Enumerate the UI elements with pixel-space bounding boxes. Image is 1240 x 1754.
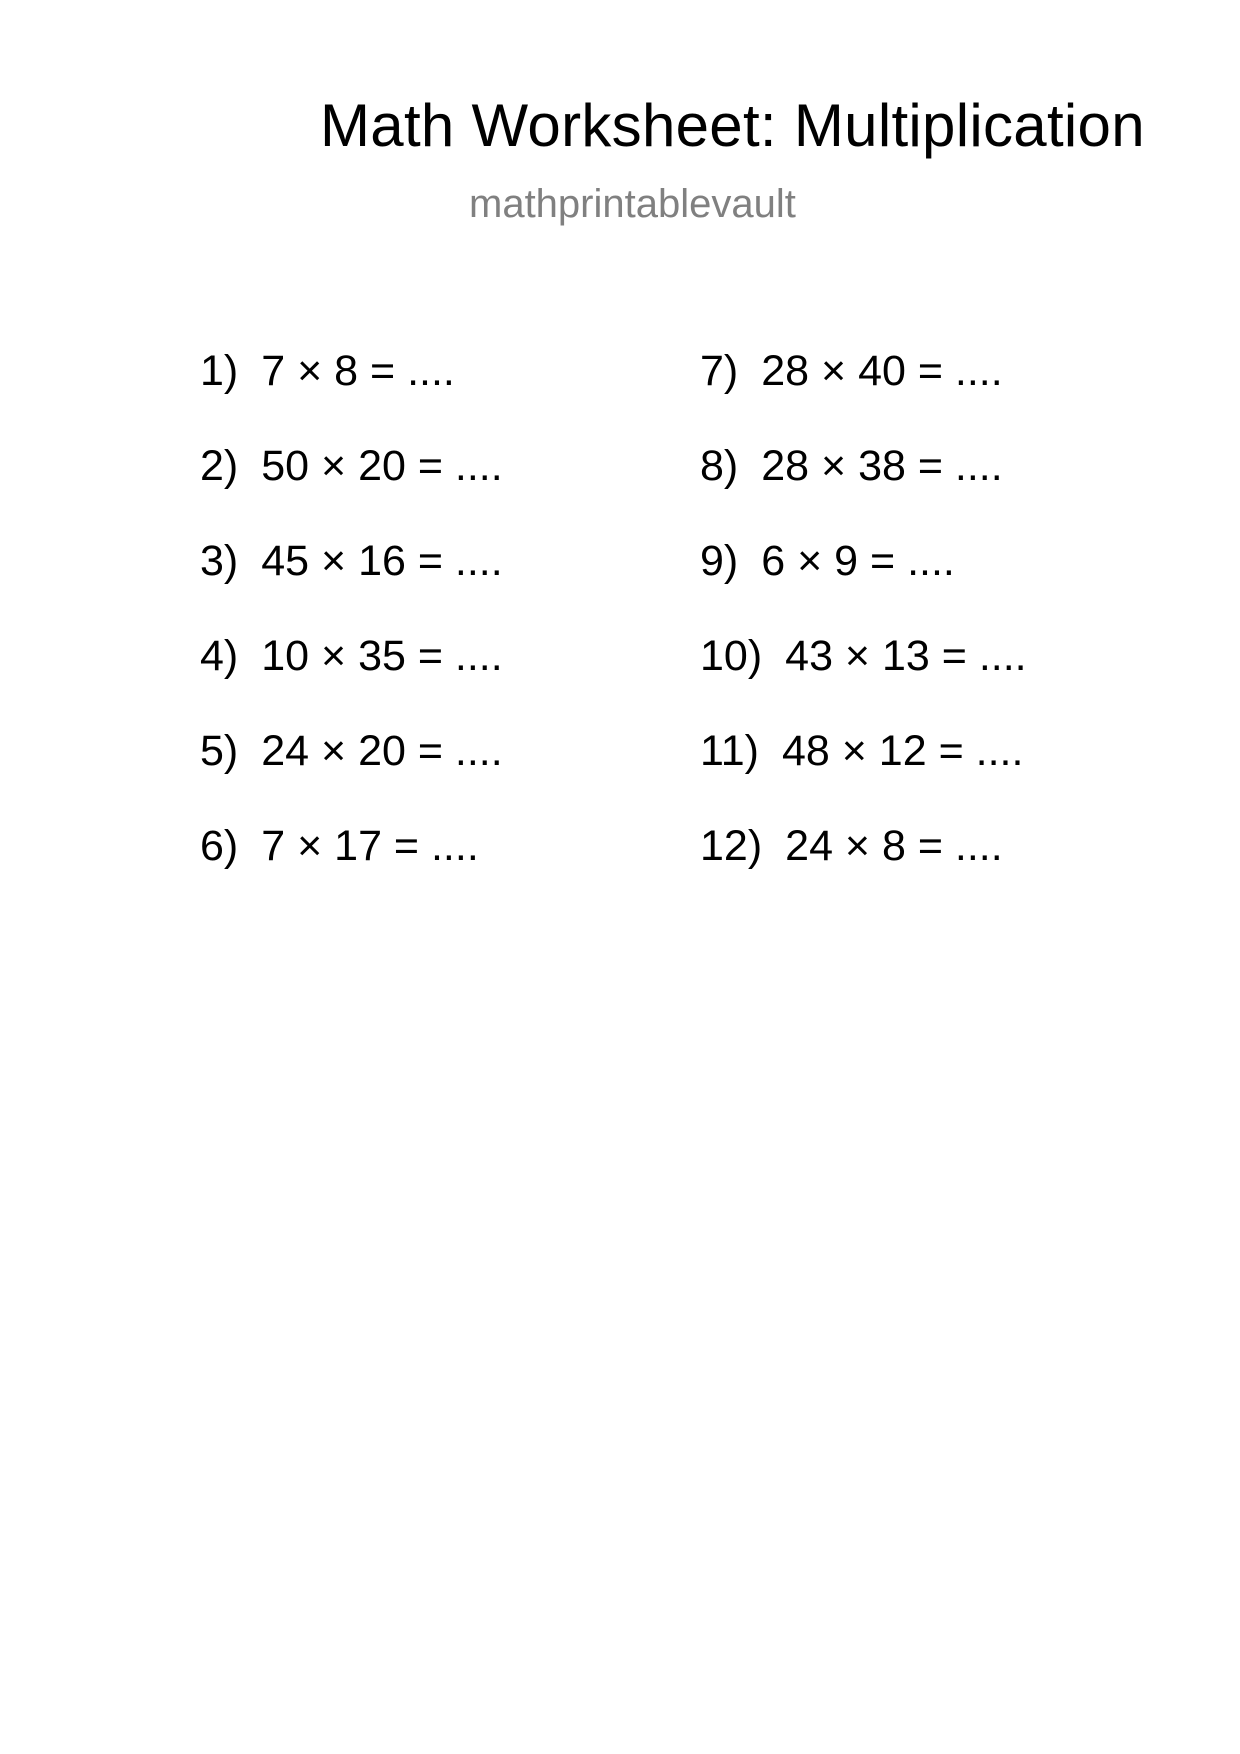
problem-item <box>700 727 1027 825</box>
problem-number: 10) <box>700 632 763 680</box>
problem-number: 8) <box>700 442 739 490</box>
problem-expression: 45 × 16 = .... <box>261 537 503 585</box>
problem-expression: 7 × 8 = .... <box>261 347 455 395</box>
problem-number: 3) <box>200 537 239 585</box>
problem-item <box>700 347 1027 445</box>
problem-item <box>700 632 1027 730</box>
problem-item <box>200 537 503 635</box>
problem-item <box>700 537 1027 635</box>
problem-expression: 7 × 17 = .... <box>261 822 479 870</box>
problem-expression: 28 × 38 = .... <box>761 442 1003 490</box>
problem-number: 12) <box>700 822 763 870</box>
problem-column-left <box>200 347 503 920</box>
problem-expression: 10 × 35 = .... <box>261 632 503 680</box>
problem-expression: 28 × 40 = .... <box>761 347 1003 395</box>
problem-item <box>200 347 503 445</box>
problem-expression: 48 × 12 = .... <box>781 727 1024 775</box>
problem-item <box>700 442 1027 540</box>
problem-number: 9) <box>700 537 739 585</box>
problem-column-right <box>700 347 1027 920</box>
problem-item <box>700 822 1027 920</box>
problem-item <box>200 442 503 540</box>
problem-item <box>200 632 503 730</box>
problem-number: 7) <box>700 347 739 395</box>
problem-number: 4) <box>200 632 239 680</box>
problem-expression: 24 × 20 = .... <box>261 727 503 775</box>
worksheet-title: Math Worksheet: Multiplication <box>320 92 1145 159</box>
problem-expression: 24 × 8 = .... <box>785 822 1003 870</box>
problem-number: 6) <box>200 822 239 870</box>
problem-expression: 50 × 20 = .... <box>261 442 503 490</box>
problem-expression: 43 × 13 = .... <box>785 632 1027 680</box>
problem-number: 2) <box>200 442 239 490</box>
problem-number: 1) <box>200 347 239 395</box>
problem-item <box>200 822 503 920</box>
problem-number: 5) <box>200 727 239 775</box>
problem-number: 11) <box>700 727 759 775</box>
problem-expression: 6 × 9 = .... <box>761 537 955 585</box>
problem-item <box>200 727 503 825</box>
worksheet-subtitle: mathprintablevault <box>469 182 796 226</box>
